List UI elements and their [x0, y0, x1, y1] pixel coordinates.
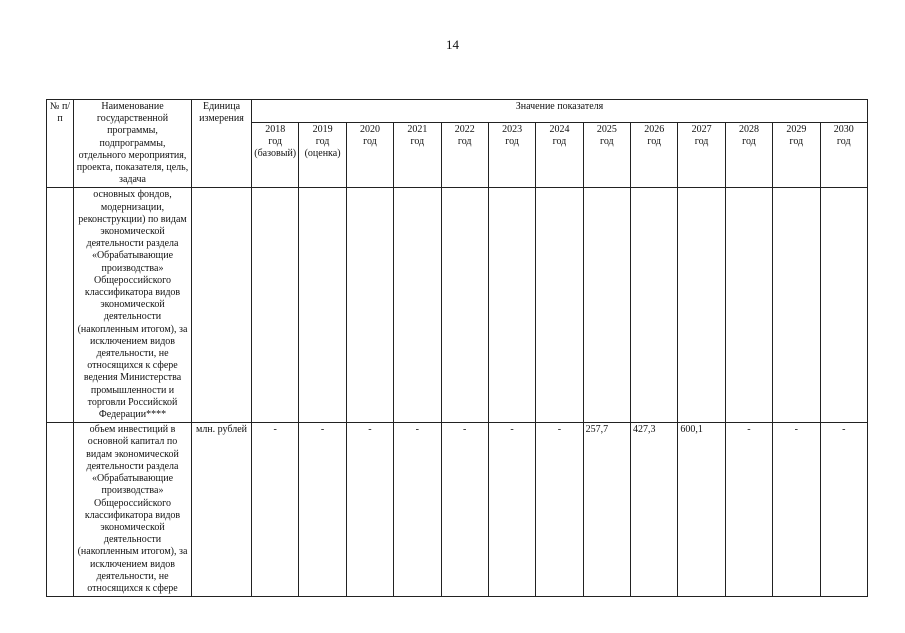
header-year-2027	[678, 123, 725, 188]
value-cell: 600,1	[678, 423, 725, 597]
header-year-suffix: год	[694, 136, 709, 148]
header-year-suffix: год	[742, 136, 756, 148]
table-row	[47, 423, 868, 597]
header-year-suffix: год	[457, 136, 472, 148]
header-year-suffix: год	[363, 136, 377, 148]
unit-cell	[192, 188, 252, 423]
header-year-2018	[252, 123, 299, 188]
header-year-year: 2024	[549, 124, 570, 136]
header-year-year: 2022	[454, 124, 475, 136]
unit-cell: млн. рублей	[192, 423, 252, 597]
header-year-year: 2028	[738, 124, 759, 136]
header-year-suffix: год	[315, 136, 330, 148]
header-unit: Единица измерения	[192, 100, 252, 188]
value-cell: -	[725, 423, 772, 597]
value-cell: -	[346, 423, 393, 597]
header-year-year: 2018	[265, 124, 286, 136]
header-year-year: 2029	[786, 124, 807, 136]
indicators-table	[46, 99, 868, 597]
header-year-year: 2020	[359, 124, 380, 136]
header-year-note: (базовый)	[254, 148, 297, 160]
value-cell: -	[488, 423, 535, 597]
value-cell	[488, 188, 535, 423]
value-cell: -	[252, 423, 299, 597]
header-year-suffix: год	[410, 136, 425, 148]
value-cell	[536, 188, 583, 423]
header-year-suffix: год	[268, 136, 283, 148]
value-cell	[820, 188, 868, 423]
header-year-suffix: год	[789, 136, 804, 148]
indicator-name: объем инвестиций в основной капитал по видам экономической деятельности раздела «Обрабатывающие производства» Общероссийского классификатора видов экономической деятельности (накопленным итогом), за исключением видов деятельности, не относящихся к сфере	[74, 423, 192, 597]
value-cell	[583, 188, 630, 423]
value-cell	[346, 188, 393, 423]
page-number: 14	[446, 37, 459, 52]
header-year-year: 2026	[644, 124, 665, 136]
header-year-year: 2027	[691, 124, 712, 136]
value-cell: -	[441, 423, 488, 597]
header-year-year: 2030	[833, 124, 854, 136]
header-year-2030	[820, 123, 868, 188]
value-cell	[725, 188, 772, 423]
value-cell	[678, 188, 725, 423]
value-cell: 257,7	[583, 423, 630, 597]
table-row	[47, 188, 868, 423]
value-cell: -	[394, 423, 441, 597]
value-cell	[631, 188, 678, 423]
header-year-year: 2021	[407, 124, 428, 136]
value-cell: -	[820, 423, 868, 597]
header-year-2025	[583, 123, 630, 188]
header-year-2028	[725, 123, 772, 188]
header-year-suffix: год	[647, 136, 662, 148]
value-cell	[773, 188, 820, 423]
row-num	[47, 423, 74, 597]
value-cell	[441, 188, 488, 423]
header-year-2020	[346, 123, 393, 188]
value-cell: -	[299, 423, 346, 597]
header-year-2023	[488, 123, 535, 188]
header-year-year: 2019	[312, 124, 333, 136]
value-cell: 427,3	[631, 423, 678, 597]
value-cell	[252, 188, 299, 423]
value-cell: -	[773, 423, 820, 597]
header-year-2019	[299, 123, 346, 188]
row-num	[47, 188, 74, 423]
header-year-year: 2025	[596, 124, 617, 136]
header-year-year: 2023	[502, 124, 523, 136]
header-num: № п/п	[47, 100, 74, 188]
value-cell	[299, 188, 346, 423]
header-value-group: Значение показателя	[252, 100, 868, 123]
header-year-note: (оценка)	[304, 148, 341, 160]
header-year-2029	[773, 123, 820, 188]
indicator-name: основных фондов, модернизации, реконструкции) по видам экономической деятельности раздела «Обрабатывающие производства» Общероссийского классификатора видов экономической деятельности (накопленным итогом), за исключением видов деятельности, не относящихся к сфере ведения Министерства промышленности и торговли Российской Федерации****	[74, 188, 192, 423]
header-year-suffix: год	[552, 136, 567, 148]
header-year-suffix: год	[836, 136, 851, 148]
header-year-2021	[394, 123, 441, 188]
header-year-suffix: год	[505, 136, 519, 148]
header-year-2026	[631, 123, 678, 188]
value-cell: -	[536, 423, 583, 597]
header-name: Наименование государственной программы, подпрограммы, отдельного мероприятия, проекта, показателя, цель, задача	[74, 100, 192, 188]
header-year-2022	[441, 123, 488, 188]
header-year-2024	[536, 123, 583, 188]
header-year-suffix: год	[599, 136, 614, 148]
value-cell	[394, 188, 441, 423]
